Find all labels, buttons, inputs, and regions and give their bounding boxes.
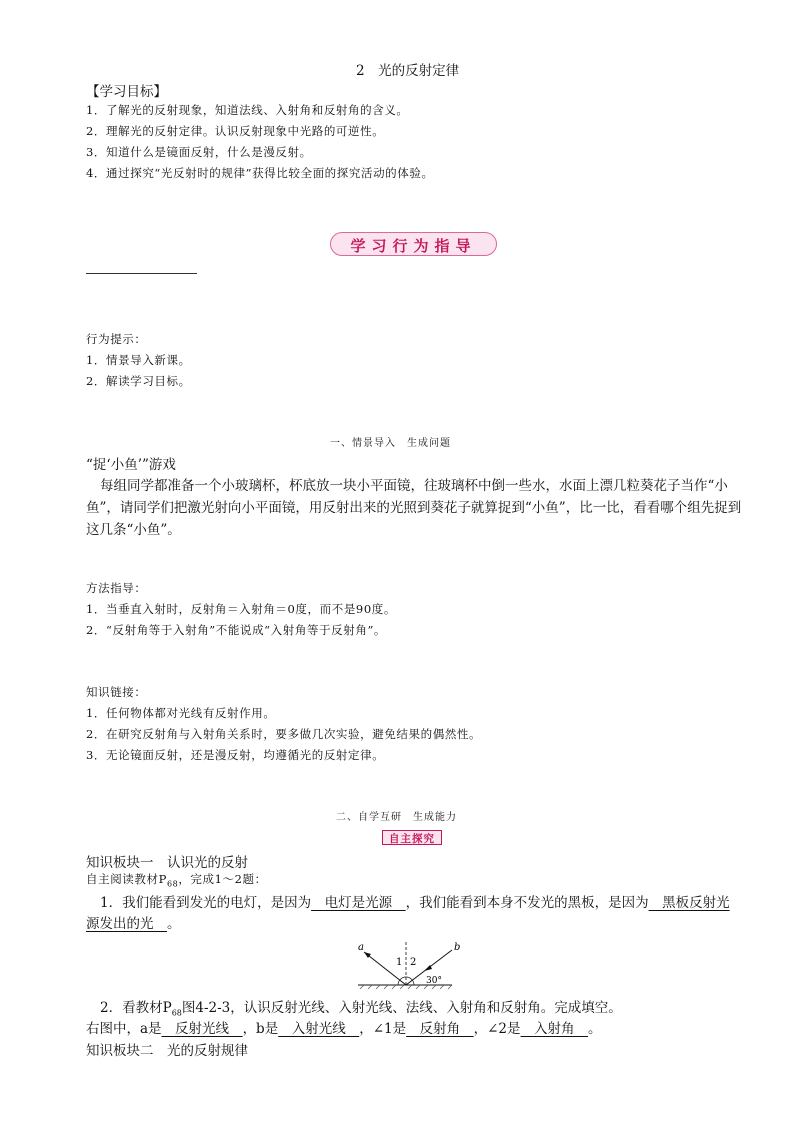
intro-paragraph-line: 这几条“小鱼”。 bbox=[86, 522, 181, 538]
section-one-heading: 一、情景导入 生成问题 bbox=[330, 438, 451, 449]
section-two-heading: 二、自学互研 生成能力 bbox=[336, 812, 457, 823]
knowledge-item: 3．无论镜面反射，还是漫反射，均遵循光的反射定律。 bbox=[86, 748, 385, 762]
question-one-continuation: 源发出的光 。 bbox=[86, 916, 181, 932]
self-study-badge bbox=[382, 830, 442, 845]
objective-item: 1．了解光的反射现象，知道法线、入射角和反射角的含义。 bbox=[86, 103, 409, 117]
answer-blank: 源发出的光 bbox=[86, 916, 167, 932]
tip-item: 1．情景导入新课。 bbox=[86, 353, 191, 367]
label-angle-1: 1 bbox=[396, 957, 403, 968]
answer-blank: 黑板反射光 bbox=[648, 895, 730, 911]
knowledge-heading: 知识链接： bbox=[86, 685, 147, 699]
label-30-degrees: 30° bbox=[426, 976, 442, 986]
page-title: 2 光的反射定律 bbox=[356, 63, 460, 79]
reflection-diagram bbox=[340, 938, 470, 990]
question-one-line: 1．我们能看到发光的电灯，是因为 电灯是光源 ，我们能看到本身不发光的黑板，是因为 黑板反射光 bbox=[100, 895, 730, 911]
answer-blank: 反射角 bbox=[406, 1021, 474, 1037]
tips-heading: 行为提示： bbox=[86, 332, 147, 346]
knowledge-item: 2．在研究反射角与入射角关系时，要多做几次实验，避免结果的偶然性。 bbox=[86, 727, 482, 741]
knowledge-block-one-title: 知识板块一 认识光的反射 bbox=[86, 855, 248, 871]
intro-paragraph-line: 鱼”，请同学们把激光射向小平面镜，用反射出来的光照到葵花子就算捉到“小鱼”，比一比，看看哪个组先捉到 bbox=[86, 500, 742, 516]
knowledge-block-two-title: 知识板块二 光的反射规律 bbox=[86, 1043, 248, 1059]
game-title: “捉‘小鱼’”游戏 bbox=[86, 457, 176, 473]
reading-instruction: 自主阅读教材$P_{68}$，完成1～2题： bbox=[86, 872, 267, 889]
method-item: 1．当垂直入射时，反射角＝入射角＝0度，而不是90度。 bbox=[86, 602, 396, 616]
answer-blank: 入射光线 bbox=[278, 1021, 360, 1037]
objective-item: 4．通过探究“光反射时的规律”获得比较全面的探究活动的体验。 bbox=[86, 166, 434, 180]
method-heading: 方法指导： bbox=[86, 581, 147, 595]
divider-line bbox=[86, 273, 197, 274]
question-two-fill: 右图中，a是 反射光线 ，b是 入射光线 ，∠1是 反射角 ，∠2是 入射角 。 bbox=[86, 1021, 602, 1037]
label-b: b bbox=[454, 942, 461, 953]
section-banner bbox=[330, 232, 497, 256]
answer-blank: 反射光线 bbox=[161, 1021, 243, 1037]
tip-item: 2．解读学习目标。 bbox=[86, 374, 191, 388]
intro-paragraph-line: 每组同学都准备一个小玻璃杯，杯底放一块小平面镜，往玻璃杯中倒一些水，水面上漂几粒葵花子当作“小 bbox=[100, 478, 728, 494]
label-angle-2: 2 bbox=[410, 957, 417, 968]
banner-label: 学习行为指导 bbox=[350, 237, 477, 255]
answer-blank: 入射角 bbox=[520, 1021, 589, 1037]
objective-item: 3．知道什么是镜面反射，什么是漫反射。 bbox=[86, 145, 312, 159]
label-a: a bbox=[358, 942, 364, 953]
answer-blank: 电灯是光源 bbox=[311, 895, 406, 911]
question-two-line: 2．看教材$P_{68}$图4-2-3，认识反射光线、入射光线、法线、入射角和反射角。完成填空。 bbox=[100, 1000, 622, 1018]
objectives-heading: 【学习目标】 bbox=[86, 84, 167, 100]
method-item: 2．“反射角等于入射角”不能说成“入射角等于反射角”。 bbox=[86, 623, 387, 637]
knowledge-item: 1．任何物体都对光线有反射作用。 bbox=[86, 706, 276, 720]
objective-item: 2．理解光的反射定律。认识反射现象中光路的可逆性。 bbox=[86, 124, 385, 138]
self-study-label: 自主探究 bbox=[389, 833, 435, 845]
